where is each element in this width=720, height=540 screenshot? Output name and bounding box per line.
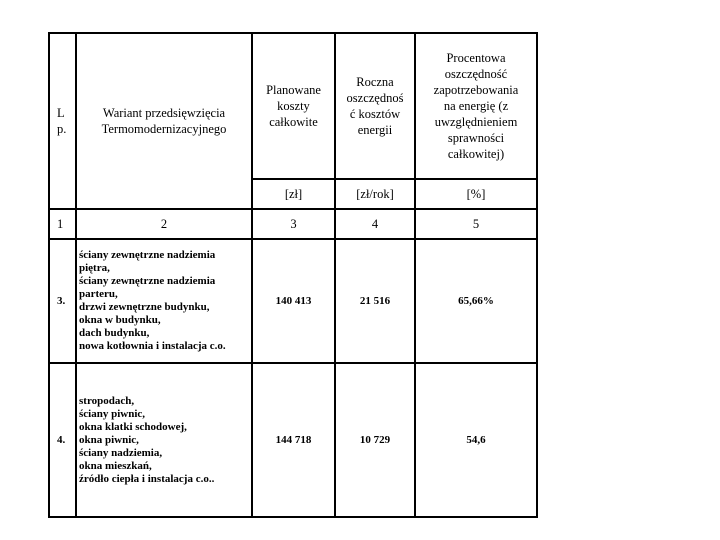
description-line: okna klatki schodowej, [79, 420, 187, 433]
column-number: 2 [76, 209, 252, 239]
header-cost-line: Planowane [266, 83, 321, 97]
column-number: 1 [49, 209, 76, 239]
header-savings-line: energii [357, 123, 393, 137]
description-line: parteru, [79, 288, 118, 300]
document-table-container [48, 32, 536, 516]
header-savings-line: ć kosztów [349, 107, 401, 121]
header-percent-line: na energię (z [443, 99, 509, 113]
header-cost-line: całkowite [269, 115, 318, 129]
description-line: drzwi zewnętrzne budynku, [79, 301, 210, 313]
header-variant-line2: Termomodernizacyjnego [101, 122, 227, 136]
description-line: źródło ciepła i instalacja c.o.. [79, 472, 215, 485]
description-line: ściany zewnętrzne nadziemia [79, 249, 216, 261]
header-cost-line: koszty [277, 99, 310, 113]
column-numbers-row [49, 209, 537, 239]
column-number: 3 [252, 209, 335, 239]
header-percent-line: sprawności [447, 131, 505, 145]
row-percent: 54,6 [415, 363, 537, 517]
column-number: 5 [415, 209, 537, 239]
row-percent: 65,66% [415, 239, 537, 363]
unit-savings: [zł/rok] [335, 179, 415, 209]
header-row [49, 33, 537, 179]
column-number: 4 [335, 209, 415, 239]
header-lp-line1: L [57, 106, 65, 120]
header-cost-cell [252, 33, 335, 179]
description-line: ściany nadziemia, [79, 446, 163, 459]
header-percent-line: całkowitej) [447, 147, 505, 161]
row-savings: 10 729 [335, 363, 415, 517]
description-line: dach budynku, [79, 327, 150, 339]
description-line: piętra, [79, 262, 110, 274]
row-savings: 21 516 [335, 239, 415, 363]
row-cost: 140 413 [252, 239, 335, 363]
row-description [76, 363, 252, 517]
table-row [49, 239, 537, 363]
row-lp: 3. [49, 239, 76, 363]
header-percent-cell [415, 33, 537, 179]
description-line: okna mieszkań, [79, 459, 152, 472]
header-lp-line2: p. [57, 122, 67, 136]
description-line: ściany zewnętrzne nadziemia [79, 275, 216, 287]
unit-percent: [%] [415, 179, 537, 209]
unit-cost: [zł] [252, 179, 335, 209]
header-savings-line: oszczędnoś [346, 91, 404, 105]
description-line: okna piwnic, [79, 433, 139, 446]
row-lp: 4. [49, 363, 76, 517]
header-savings-line: Roczna [356, 75, 394, 89]
header-savings-cell [335, 33, 415, 179]
header-variant-cell [76, 33, 252, 209]
header-percent-line: oszczędność [444, 67, 508, 81]
header-percent-line: uwzględnieniem [434, 115, 518, 129]
row-cost: 144 718 [252, 363, 335, 517]
description-line: nowa kotłownia i instalacja c.o. [79, 340, 226, 352]
header-percent-line: Procentowa [446, 51, 506, 65]
thermomodernization-table [48, 32, 538, 518]
header-variant-line1: Wariant przedsięwzięcia [102, 106, 226, 120]
description-line: ściany piwnic, [79, 407, 146, 420]
header-lp-cell [49, 33, 76, 209]
header-percent-line: zapotrzebowania [433, 83, 519, 97]
row-description [76, 239, 252, 363]
table-row [49, 363, 537, 517]
description-line: okna w budynku, [79, 314, 161, 326]
description-line: stropodach, [79, 394, 135, 407]
